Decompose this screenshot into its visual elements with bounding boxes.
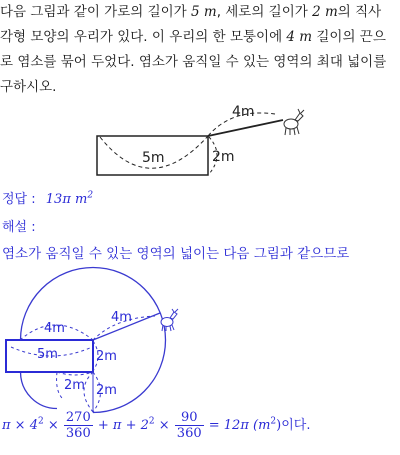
rope-label: 4m [232,104,255,120]
explanation-label: 해설 : [2,220,36,235]
width-label: 5m [142,150,165,166]
small-radius-dashed-4 [57,372,62,398]
figure-2 [6,268,178,413]
small-radius-label-2: 2m [96,383,117,398]
rope-label-left: 4m [44,321,65,336]
question-line-2: 각형 모양의 우리가 있다. 이 우리의 한 모퉁이에 4 m 길이의 끈으 [0,29,386,45]
explanation-intro: 염소가 움직일 수 있는 영역의 넓이는 다음 그림과 같으므로 [2,246,350,262]
goat-icon [284,109,304,135]
question-line-1: 다음 그림과 같이 가로의 길이가 5 m, 세로의 길이가 2 m의 직사 [0,4,382,20]
figure-1 [97,104,304,175]
rope-line [208,120,283,136]
question-line-3: 로 염소를 묶어 두었다. 염소가 움직일 수 있는 영역의 최대 넓이를 [0,54,387,70]
answer-line [2,188,93,207]
height-label-2: 2m [96,349,117,364]
small-radius-dashed-2 [84,372,93,412]
question-line-4: 구하시오. [0,79,57,95]
answer-unit-exponent: 2 [87,190,94,201]
small-arc-left [21,372,58,409]
answer-value: 13π m [45,192,88,207]
width-label-2: 5m [37,347,58,362]
fraction-270-360: $\frac{270}{360}$ [65,410,91,441]
height-label: 2m [212,149,235,165]
small-radius-label-1: 2m [64,378,85,393]
answer-label: 정답 : [2,192,36,207]
area-formula: $\pi \times 4^2$ × $\frac{270}{360}$ + $\pi + 2^2$ × $\frac{90}{360}$ = 12π $(m^2)$이다. [2,410,311,441]
goat-icon-2 [161,309,178,331]
rope-label-top: 4m [111,310,132,325]
fraction-90-360: $\frac{90}{360}$ [176,410,202,441]
